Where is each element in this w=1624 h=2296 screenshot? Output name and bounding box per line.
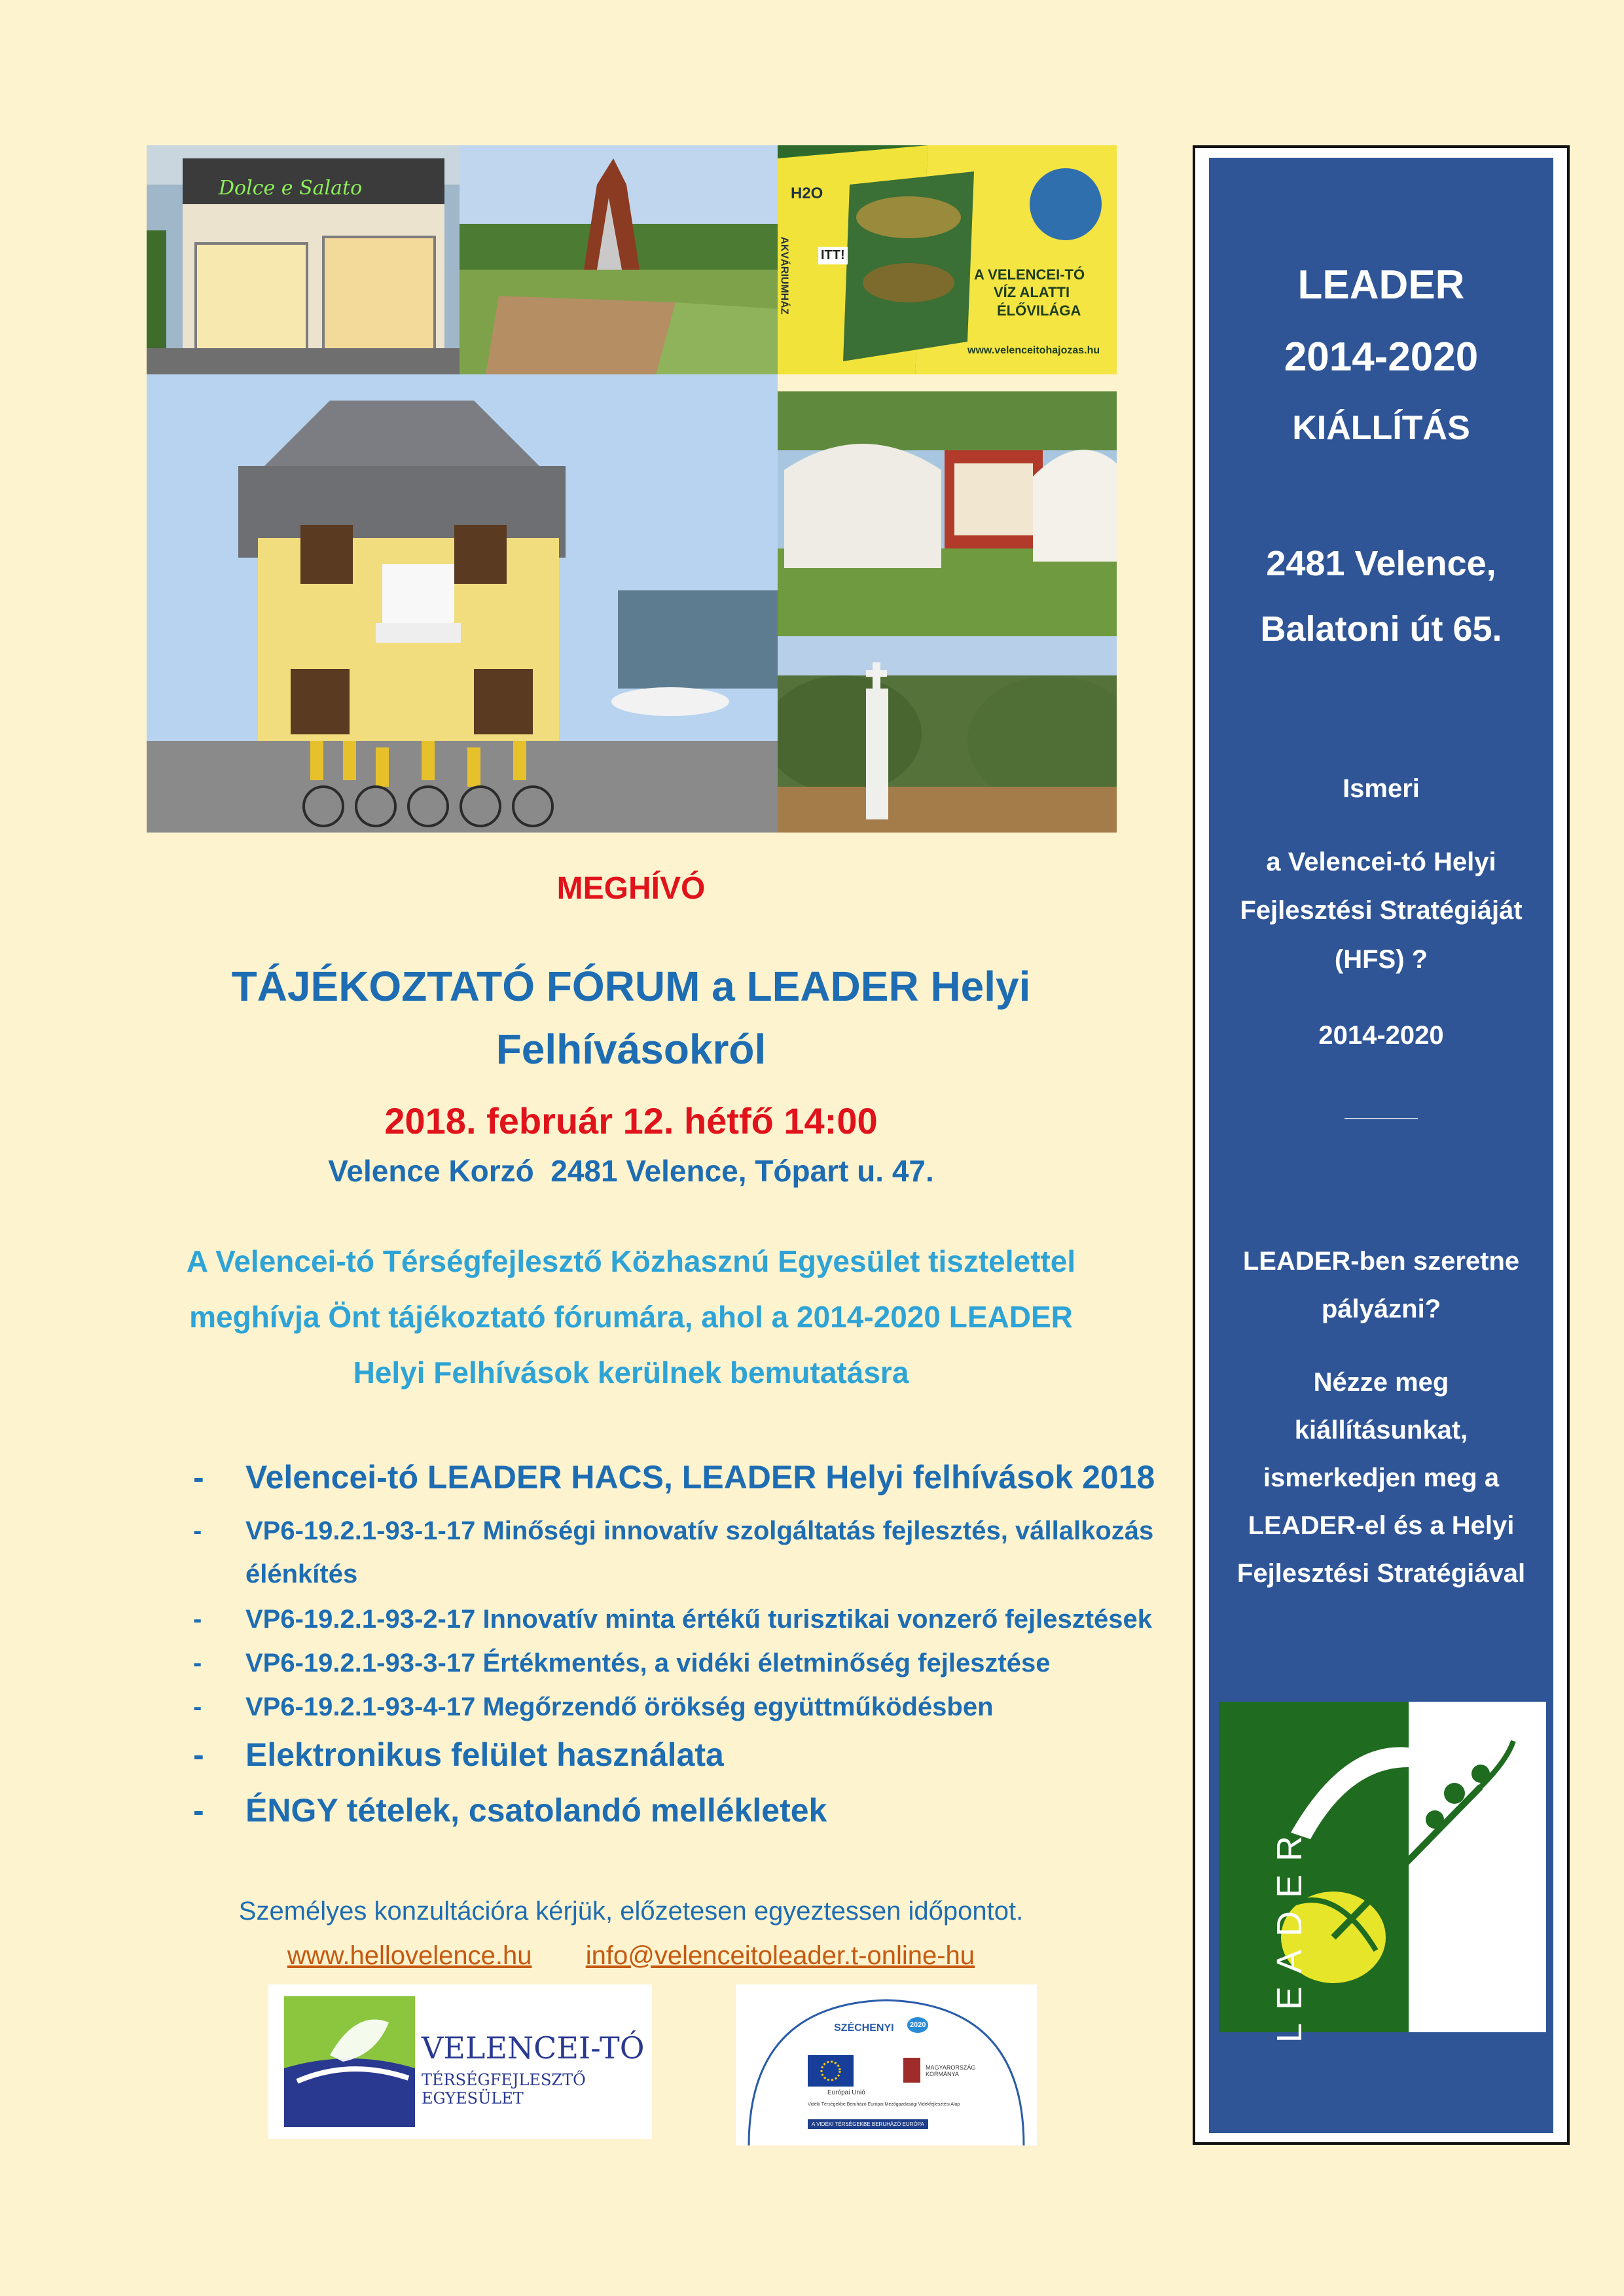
sidebar-visit-2: kiállításunkat, bbox=[1294, 1416, 1468, 1444]
agenda-dash: - bbox=[193, 1693, 202, 1721]
sidebar-apply-1: LEADER-ben szeretne bbox=[1242, 1247, 1520, 1276]
footer-links bbox=[147, 1941, 1115, 1971]
sidebar-question-1: Ismeri bbox=[1343, 774, 1420, 803]
sidebar-address-line1: 2481 Velence, bbox=[1266, 544, 1496, 583]
photo-sculpture bbox=[460, 145, 778, 374]
leader-emblem-icon bbox=[1219, 1702, 1546, 2032]
website-link[interactable]: www.hellovelence.hu bbox=[287, 1941, 532, 1970]
szechenyi-title: SZÉCHENYI bbox=[834, 2022, 894, 2034]
agenda-dash: - bbox=[193, 1459, 204, 1496]
velencei-name: VELENCEI-TÓ bbox=[422, 2030, 645, 2066]
agenda-dash: - bbox=[193, 1649, 202, 1677]
invitation-title-line2: Felhívásokról bbox=[496, 1026, 767, 1073]
velencei-subtitle: TÉRSÉGFEJLESZTŐ EGYESÜLET bbox=[422, 2071, 586, 2108]
photo-cross bbox=[778, 636, 1117, 833]
agenda-dash: - bbox=[193, 1792, 204, 1829]
sidebar-question-4: (HFS) ? bbox=[1334, 945, 1428, 974]
agenda-text: ÉNGY tételek, csatolandó mellékletek bbox=[245, 1792, 827, 1829]
aquarium-h2o: H2O bbox=[791, 185, 823, 202]
sidebar-title-exhibition: KIÁLLÍTÁS bbox=[1292, 409, 1470, 447]
sidebar-question-2: a Velencei-tó Helyi bbox=[1266, 848, 1496, 876]
photo-shop bbox=[147, 145, 460, 374]
sidebar-divider: _____ bbox=[1344, 1093, 1418, 1122]
intro-line-1: A Velencei-tó Térségfejlesztő Közhasznú Egyesület tisztelettel bbox=[186, 1244, 1076, 1278]
sidebar-visit-1: Nézze meg bbox=[1313, 1368, 1449, 1397]
hu-gov-label: MAGYARORSZÁG KORMÁNYA bbox=[926, 2064, 976, 2077]
agenda-text: élénkítés bbox=[245, 1560, 358, 1588]
event-datetime: 2018. február 12. hétfő 14:00 bbox=[384, 1100, 878, 1141]
invitation-title-line1: TÁJÉKOZTATÓ FÓRUM a LEADER Helyi bbox=[231, 963, 1031, 1010]
aquarium-title3: ÉLŐVILÁGA bbox=[997, 302, 1081, 319]
photo-house bbox=[147, 374, 778, 833]
aquarium-url: www.velenceitohajozas.hu bbox=[967, 345, 1100, 356]
agenda-dash: - bbox=[193, 1736, 204, 1773]
shop-sign: Dolce e Salato bbox=[219, 177, 363, 200]
aquarium-itt: ITT! bbox=[818, 247, 848, 264]
eu-label: Európai Unió bbox=[827, 2089, 865, 2096]
fund-banner: A VIDÉKI TÉRSÉGEKBE BERUHÁZÓ EURÓPA bbox=[808, 2119, 928, 2129]
agenda-text: Velencei-tó LEADER HACS, LEADER Helyi felhívások 2018 bbox=[245, 1459, 1155, 1496]
event-venue: Velence Korzó 2481 Velence, Tópart u. 47. bbox=[328, 1154, 934, 1188]
photo-aquarium bbox=[778, 145, 1117, 374]
leader-vertical-text: LEADER bbox=[1270, 1822, 1309, 2043]
agenda-text: VP6-19.2.1-93-4-17 Megőrzendő örökség együttműködésben bbox=[245, 1693, 994, 1721]
sidebar-visit-3: ismerkedjen meg a bbox=[1263, 1463, 1500, 1492]
agenda-text: VP6-19.2.1-93-1-17 Minőségi innovatív szolgáltatás fejlesztés, vállalkozás bbox=[245, 1516, 1154, 1545]
sidebar-title-years: 2014-2020 bbox=[1284, 334, 1479, 380]
sidebar-question-3: Fejlesztési Stratégiáját bbox=[1240, 896, 1523, 925]
sidebar-address-line2: Balatoni út 65. bbox=[1260, 609, 1502, 649]
aquarium-title1: A VELENCEI-TÓ bbox=[974, 266, 1085, 283]
agenda-dash: - bbox=[193, 1605, 202, 1634]
velencei-emblem-icon bbox=[284, 1996, 415, 2127]
agenda-text: VP6-19.2.1-93-2-17 Innovatív minta értékű turisztikai vonzerő fejlesztések bbox=[245, 1605, 1152, 1634]
agenda-dash: - bbox=[193, 1516, 202, 1545]
consultation-note: Személyes konzultációra kérjük, előzetesen egyeztessen időpontot. bbox=[238, 1897, 1024, 1926]
velencei-to-logo bbox=[268, 1984, 652, 2139]
aquarium-title2: VÍZ ALATTI bbox=[994, 284, 1070, 300]
intro-line-2: meghívja Önt tájékoztató fórumára, ahol a 2014-2020 LEADER bbox=[189, 1300, 1073, 1334]
szechenyi-badge: 2020 bbox=[907, 2017, 928, 2033]
email-link[interactable]: info@velenceitoleader.t-online-hu bbox=[585, 1941, 975, 1970]
szechenyi-logo bbox=[736, 1984, 1037, 2145]
photo-yurt bbox=[778, 391, 1117, 636]
agenda-text: Elektronikus felület használata bbox=[245, 1736, 724, 1773]
invitation-label: MEGHÍVÓ bbox=[556, 871, 706, 906]
agenda-text: VP6-19.2.1-93-3-17 Értékmentés, a vidéki életminőség fejlesztése bbox=[245, 1649, 1051, 1677]
intro-line-3: Helyi Felhívások kerülnek bemutatásra bbox=[353, 1355, 909, 1390]
leader-logo bbox=[1219, 1702, 1546, 2043]
sidebar-visit-5: Fejlesztési Stratégiával bbox=[1236, 1559, 1526, 1588]
aquarium-house: AKVÁRIUMHÁZ bbox=[778, 236, 790, 315]
sidebar-apply-2: pályázni? bbox=[1321, 1295, 1441, 1323]
sidebar-visit-4: LEADER-el és a Helyi bbox=[1248, 1511, 1515, 1540]
fund-label: Vidéki Térségekbe Beruházó Európai Mezőgazdasági Vidékfejlesztési Alap bbox=[808, 2102, 960, 2107]
sidebar-title-leader: LEADER bbox=[1297, 262, 1465, 308]
sidebar-years: 2014-2020 bbox=[1318, 1021, 1444, 1050]
